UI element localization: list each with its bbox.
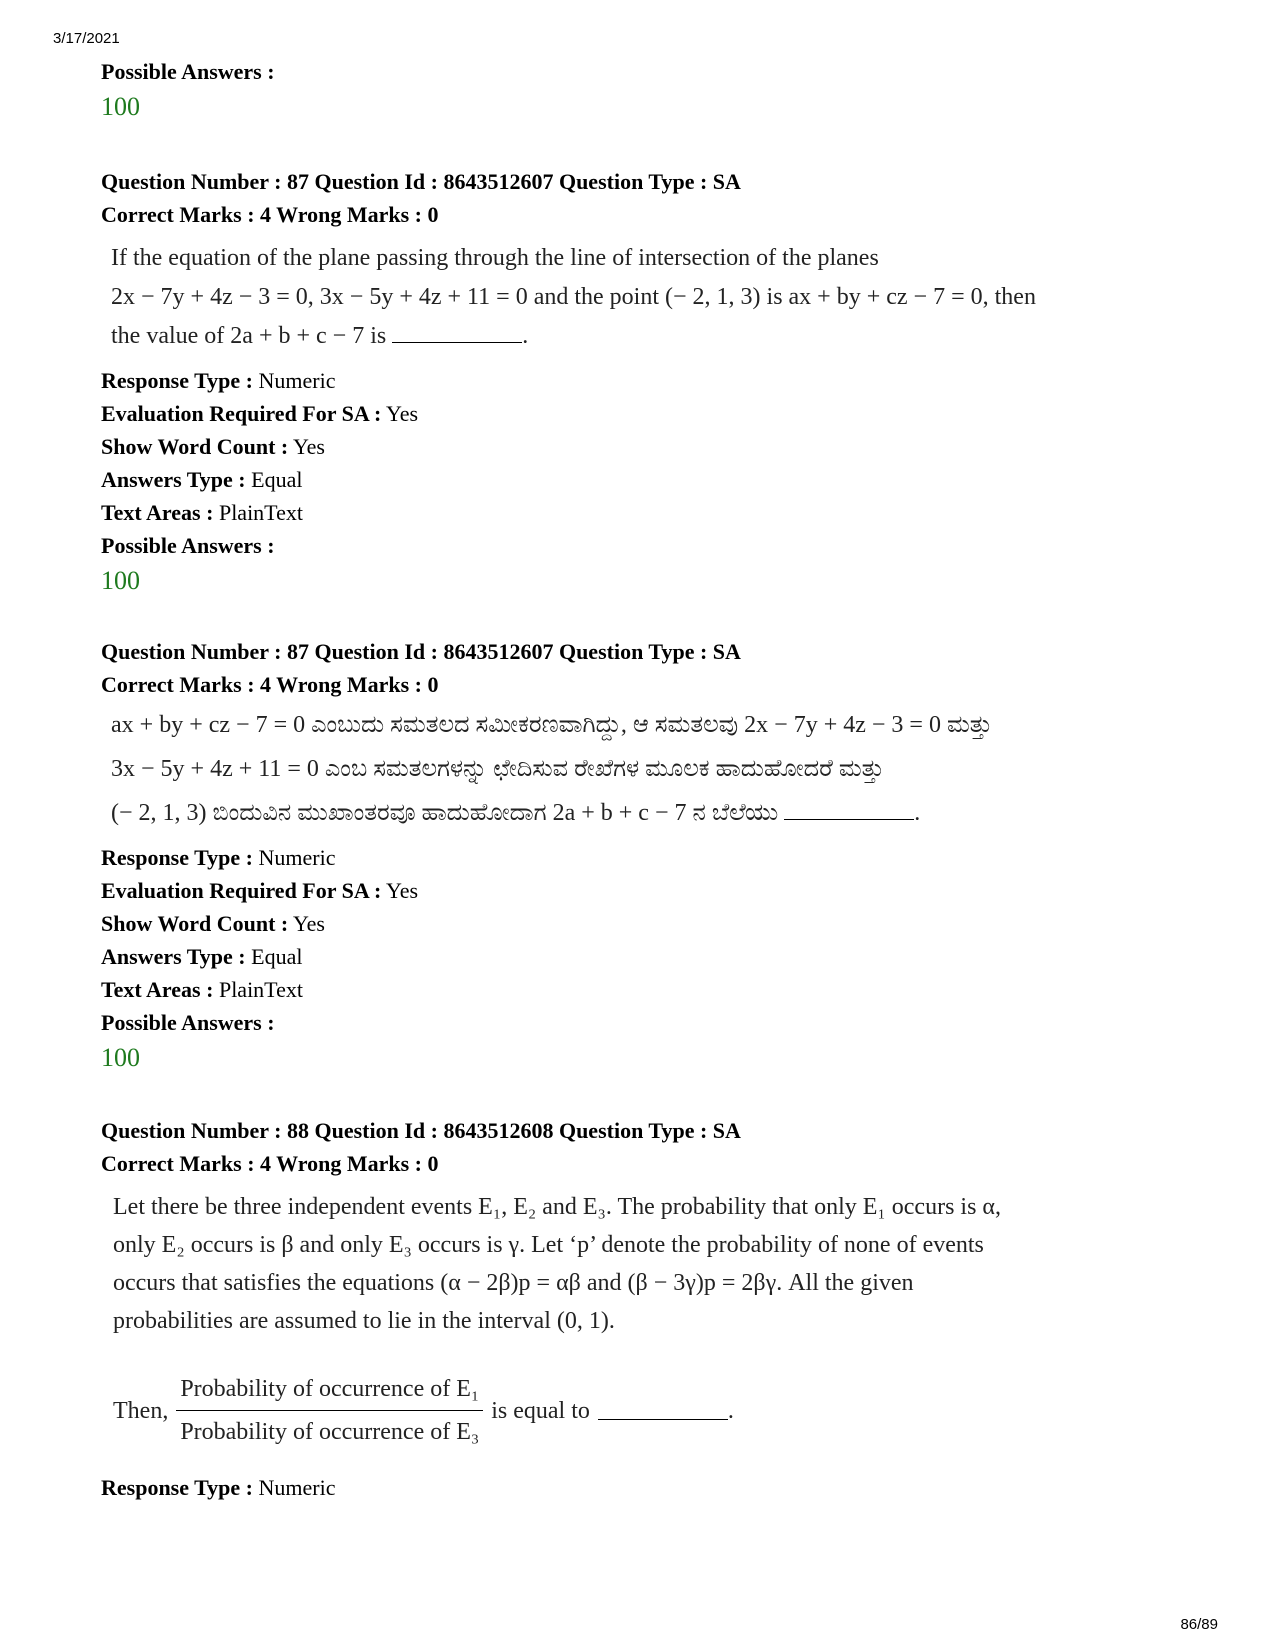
- response-type-label: Response Type :: [101, 845, 253, 870]
- response-type-label: Response Type :: [101, 1475, 253, 1500]
- question-text: [101, 1188, 1181, 1451]
- response-type-value: Numeric: [258, 368, 336, 393]
- question-header: Question Number : 87 Question Id : 8643512607 Question Type : SA: [101, 639, 741, 664]
- question-metadata: [101, 364, 1181, 600]
- question-metadata: [101, 1471, 1181, 1504]
- question-text-line: the value of 2a + b + c − 7 is .: [111, 323, 529, 349]
- question-marks: Correct Marks : 4 Wrong Marks : 0: [101, 672, 439, 697]
- question-marks: Correct Marks : 4 Wrong Marks : 0: [101, 202, 439, 227]
- answers-type-label: Answers Type :: [101, 467, 246, 492]
- question-text-line: If the equation of the plane passing through the line of intersection of the planes: [111, 245, 879, 271]
- evaluation-label: Evaluation Required For SA :: [101, 878, 382, 903]
- question-header: Question Number : 88 Question Id : 8643512608 Question Type : SA: [101, 1118, 741, 1143]
- word-count-label: Show Word Count :: [101, 911, 289, 936]
- text-areas-value: PlainText: [218, 500, 303, 525]
- text-areas-label: Text Areas :: [101, 977, 214, 1002]
- answer-blank: [598, 1401, 728, 1420]
- possible-answers-label: Possible Answers :: [101, 1010, 275, 1035]
- question-block-87-kannada: [101, 635, 1181, 1077]
- possible-answer-value: 100: [101, 566, 140, 595]
- question-text-line: only E₂ occurs is β and only E₃ occurs is γ. Let ‘p’ denote the probability of none of events: [113, 1232, 984, 1258]
- question-text-fragment: (− 2, 1, 3) ಬಿಂದುವಿನ ಮುಖಾಂತರವೂ ಹಾದುಹೋದಾಗ 2a + b + c − 7 ನ ಬೆಲೆಯು: [111, 800, 779, 826]
- question-text-fragment: the value of 2a + b + c − 7 is: [111, 323, 387, 349]
- evaluation-value: Yes: [386, 878, 419, 903]
- possible-answer-value: 100: [101, 92, 140, 121]
- equal-to-text: is equal to: [491, 1397, 590, 1424]
- response-type-value: Numeric: [258, 845, 336, 870]
- fraction-numerator: Probability of occurrence of E₁: [176, 1370, 483, 1411]
- evaluation-value: Yes: [386, 401, 419, 426]
- question-text-line: ax + by + cz − 7 = 0 ಎಂಬುದು ಸಮತಲದ ಸಮೀಕರಣವಾಗಿದ್ದು, ಆ ಸಮತಲವು 2x − 7y + 4z − 3 = 0 ಮತ್ತು: [111, 712, 993, 738]
- question-text-line: (− 2, 1, 3) ಬಿಂದುವಿನ ಮುಖಾಂತರವೂ ಹಾದುಹೋದಾಗ 2a + b + c − 7 ನ ಬೆಲೆಯು .: [111, 800, 921, 826]
- question-marks: Correct Marks : 4 Wrong Marks : 0: [101, 1151, 439, 1176]
- previous-question-tail: [101, 55, 1181, 126]
- word-count-value: Yes: [292, 434, 325, 459]
- response-type-label: Response Type :: [101, 368, 253, 393]
- answer-blank: [784, 801, 914, 820]
- question-text: [101, 703, 1181, 835]
- answer-blank: [392, 324, 522, 343]
- question-text-line: occurs that satisfies the equations (α − 2β)p = αβ and (β − 3γ)p = 2βγ. All the given: [113, 1270, 914, 1296]
- fraction-denominator: Probability of occurrence of E₃: [180, 1419, 480, 1445]
- then-label: Then,: [113, 1397, 169, 1424]
- possible-answers-label: Possible Answers :: [101, 533, 275, 558]
- answers-type-label: Answers Type :: [101, 944, 246, 969]
- print-date: 3/17/2021: [53, 30, 120, 47]
- question-block-87-english: [101, 165, 1181, 600]
- question-text: [101, 239, 1181, 356]
- word-count-label: Show Word Count :: [101, 434, 289, 459]
- fraction-statement: Then, $\frac{\text{Probability of occurrence of E₁}}{\text{Probability of occurrence of E₃}}$ is equal to .: [113, 1370, 1181, 1451]
- page-number: 86/89: [1180, 1616, 1218, 1633]
- question-metadata: [101, 841, 1181, 1077]
- probability-fraction: [176, 1370, 483, 1451]
- word-count-value: Yes: [292, 911, 325, 936]
- question-text-line: 2x − 7y + 4z − 3 = 0, 3x − 5y + 4z + 11 = 0 and the point (− 2, 1, 3) is ax + by + cz − 7 = 0, then: [111, 284, 1036, 310]
- evaluation-label: Evaluation Required For SA :: [101, 401, 382, 426]
- possible-answers-label: Possible Answers :: [101, 59, 275, 84]
- possible-answer-value: 100: [101, 1043, 140, 1072]
- answers-type-value: Equal: [251, 944, 303, 969]
- answers-type-value: Equal: [251, 467, 303, 492]
- text-areas-value: PlainText: [218, 977, 303, 1002]
- question-block-88: [101, 1114, 1181, 1504]
- question-text-line: Let there be three independent events E₁, E₂ and E₃. The probability that only E₁ occurs is α,: [113, 1194, 1001, 1220]
- question-header: Question Number : 87 Question Id : 8643512607 Question Type : SA: [101, 169, 741, 194]
- text-areas-label: Text Areas :: [101, 500, 214, 525]
- question-text-line: probabilities are assumed to lie in the interval (0, 1).: [113, 1308, 615, 1334]
- question-text-line: 3x − 5y + 4z + 11 = 0 ಎಂಬ ಸಮತಲಗಳನ್ನು ಛೇದಿಸುವ ರೇಖೆಗಳ ಮೂಲಕ ಹಾದುಹೋದರೆ ಮತ್ತು: [111, 756, 885, 782]
- response-type-value: Numeric: [258, 1475, 336, 1500]
